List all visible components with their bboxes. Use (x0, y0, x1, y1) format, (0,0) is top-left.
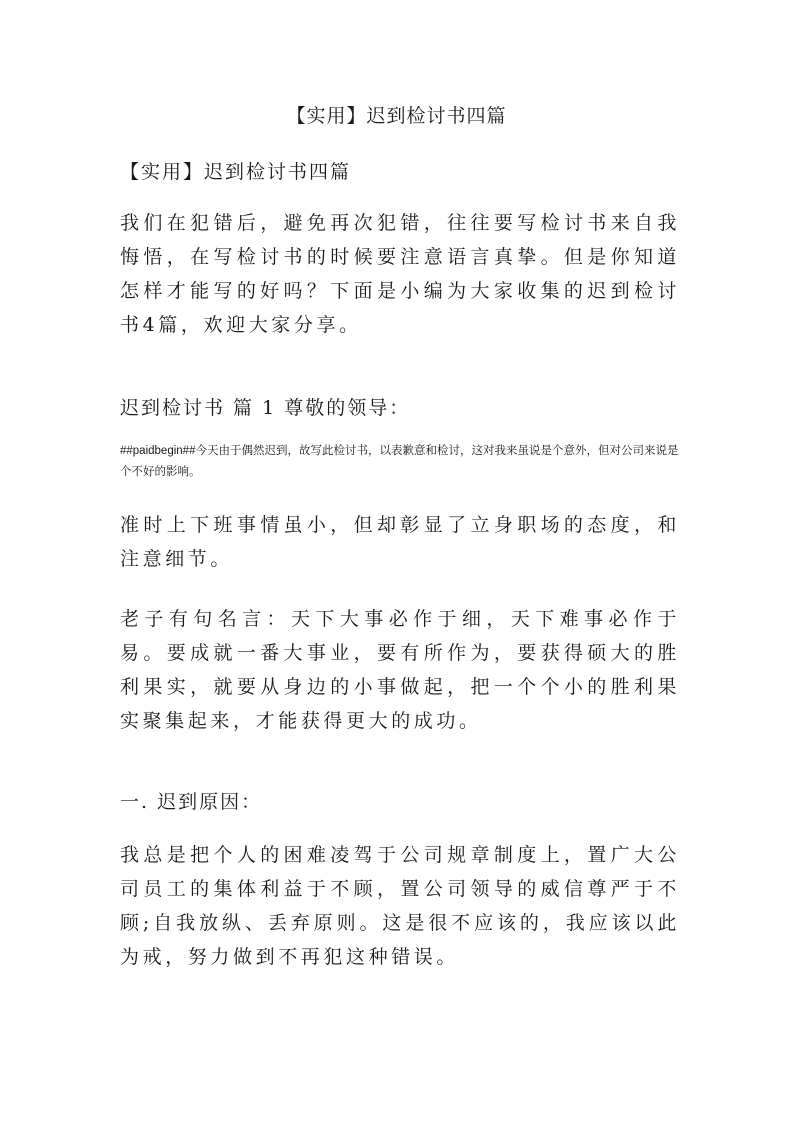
small-print-text: 今天由于偶然迟到，故写此检讨书，以表歉意和检讨，这对我来虽说是个意外，但对公司来说是个不好的影响。 (120, 443, 679, 478)
paragraph-reason: 我总是把个人的困难凌驾于公司规章制度上，置广大公司员工的集体利益于不顾，置公司领导的威信尊严于不顾;自我放纵、丢弃原则。这是很不应该的，我应该以此为戒，努力做到不再犯这种错误。 (120, 844, 680, 968)
intro-paragraph: 我们在犯错后，避免再次犯错，往往要写检讨书来自我悔悟，在写检讨书的时候要注意语言真挚。但是你知道怎样才能写的好吗？下面是小编为大家收集的迟到检讨书4篇，欢迎大家分享。 (120, 212, 680, 336)
document-subtitle: 【实用】迟到检讨书四篇 (120, 161, 352, 183)
small-print-paragraph (120, 440, 680, 481)
reason-heading: 一. 迟到原因： (120, 791, 263, 813)
paragraph-laozi-quote: 老子有句名言：天下大事必作于细，天下难事必作于易。要成就一番大事业，要有所作为，要获得硕大的胜利果实，就要从身边的小事做起，把一个个小的胜利果实聚集起来，才能获得更大的成功。 (120, 608, 680, 732)
section-1-heading: 迟到检讨书 篇 1 尊敬的领导： (120, 397, 411, 419)
paragraph-punctuality: 准时上下班事情虽小，但却彰显了立身职场的态度，和注意细节。 (120, 514, 680, 570)
paid-marker: ##paidbegin## (120, 445, 196, 457)
document-title: 【实用】迟到检讨书四篇 (286, 105, 507, 127)
